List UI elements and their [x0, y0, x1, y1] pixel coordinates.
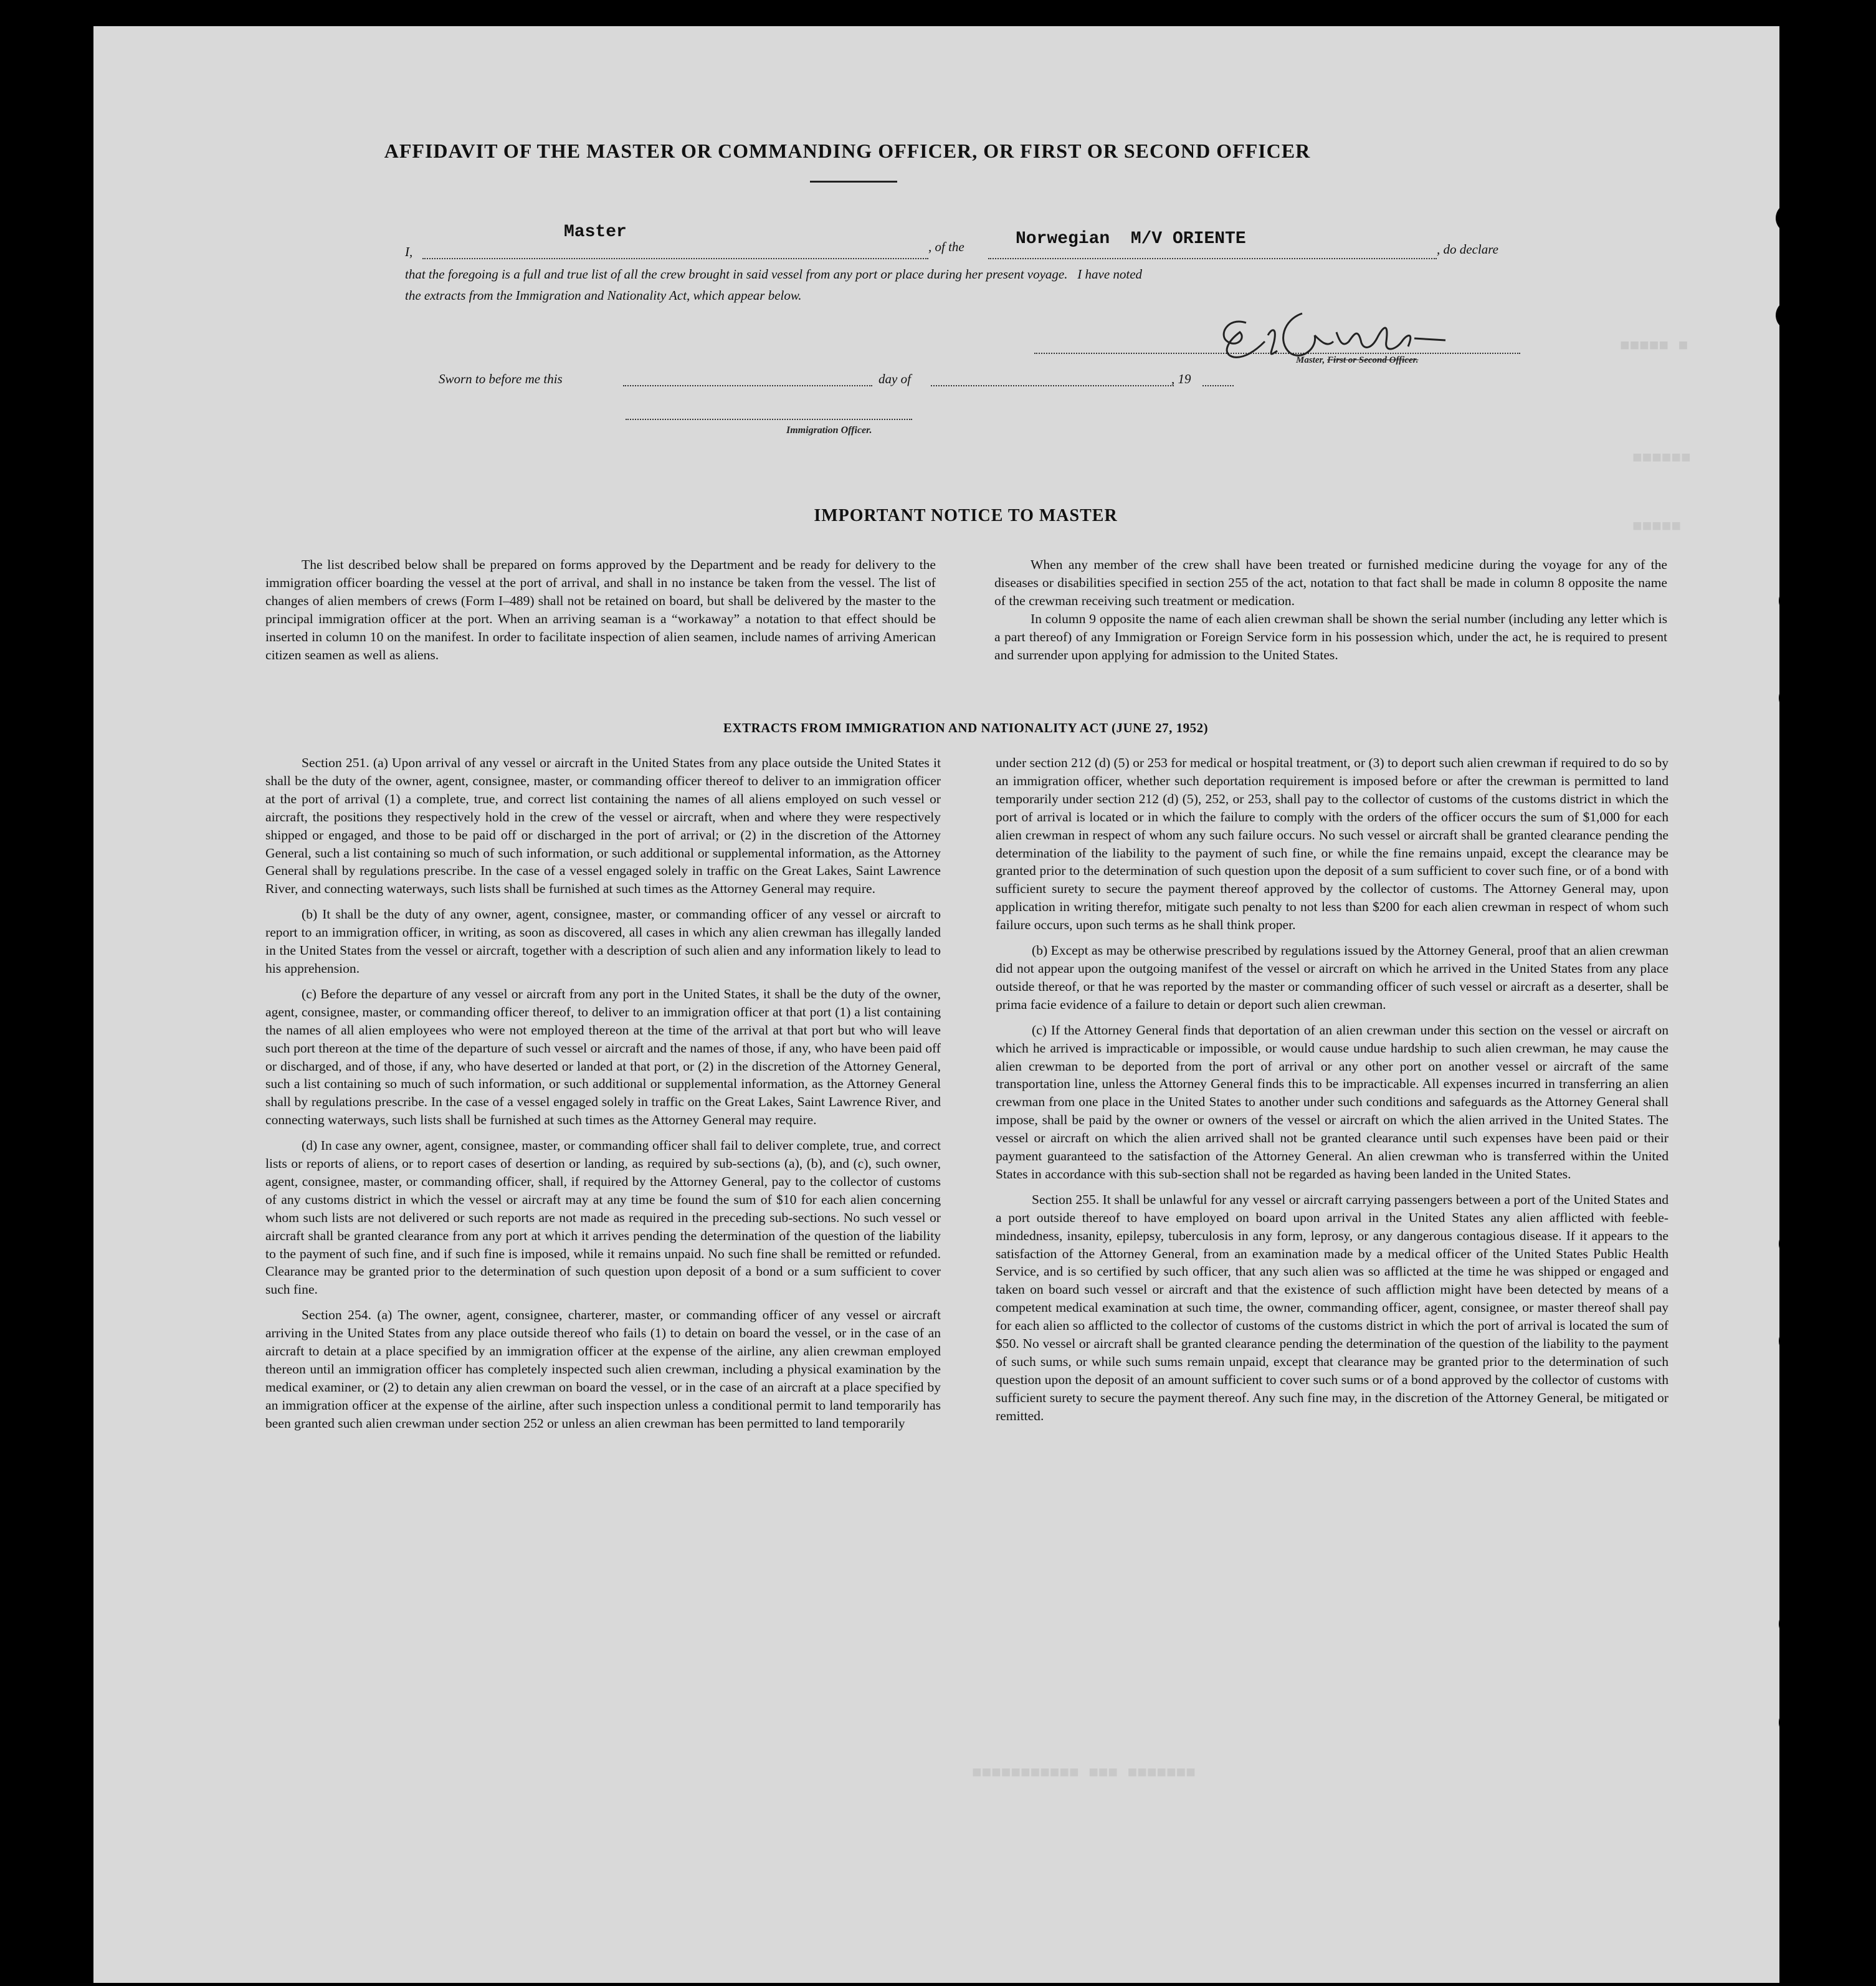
section-254c: (c) If the Attorney General finds that deportation of an alien crewman under this section on the vessel or aircraft on which he arrived is impracticable or impossible, or would cause undue hardship to such alien crewman, he may cause the alien crewman to be deported from the port of arrival or any other port on another vessel or aircraft of the same transportation line, unless the Attorney General finds this to be impracticable. All expenses incurred in transferring an alien crewman from one place in the United States to another under such conditions and safeguards as the Attorney General shall impose, shall be paid by the owner or owners of the vessel or aircraft on which the alien arrived in the United States. The vessel or aircraft on which the alien arrived shall not be granted clearance until such expenses have been paid or their payment guaranteed to the satisfaction of the Attorney General. An alien crewman who is transferred within the United States in accordance with this sub-section shall not be regarded as having been landed in the United States. — [996, 1022, 1669, 1182]
vessel-field-line — [988, 258, 1437, 259]
binder-hole — [1779, 1229, 1809, 1259]
section-251d: (d) In case any owner, agent, consignee, master, or commanding officer shall fail to deliver complete, true, and correct lists or reports of aliens, or to report cases of desertion or landing, as required by sub-sections (a), (b), and (c), such owner, agent, consignee, master, or commanding officer, shall, if required by the Attorney General, pay to the collector of customs of any customs district in which the vessel or aircraft may at any time be found the sum of $10 for each alien concerning whom such lists are not delivered or such reports are not made as required in the preceding sub-sections. No such vessel or aircraft shall be granted clearance from any port at which it arrives pending the determination of the question of the liability to the payment of such fine, and if such fine is imposed, while it remains unpaid. No such fine shall be remitted or refunded. Clearance may be granted prior to the determination of such question upon deposit of a bond or a sum sufficient to cover such fine. — [265, 1138, 941, 1297]
notice-right-paragraph-1: When any member of the crew shall have been treated or furnished medicine during the voyage for any of the diseases or disabilities specified in section 255 of the act, notation to that fact shall be made in column 8 opposite the name of the crewman receiving such treatment or medication. — [994, 557, 1667, 608]
affidavit-title: AFFIDAVIT OF THE MASTER OR COMMANDING OFFICER, OR FIRST OR SECOND OFFICER — [384, 140, 1311, 162]
section-254a: Section 254. (a) The owner, agent, consignee, charterer, master, or commanding officer of any vessel or aircraft arriving in the United States from any place outside thereof who fails (1) to detain on board the vessel, or in the case of an aircraft to detain at a place specified by an immigration officer at the expense of the airline, any alien crewman employed thereon until an immigration officer has completely inspected such alien crewman, including a physical examination by the medical examiner, or (2) to detain any alien crewman on board the vessel, or in the case of an aircraft at a place specified by an immigration officer at the expense of the airline, after such inspection unless a conditional permit to land temporarily has been granted such alien crewman under section 252 or unless an alien crewman has been permitted to land temporarily — [265, 1307, 941, 1431]
section-254b: (b) Except as may be otherwise prescribed by regulations issued by the Attorney General, proof that an alien crewman did not appear upon the outgoing manifest of the vessel or aircraft on which he arrived in the United States from any place outside thereof, or that he was reported by the master or commanding officer of such vessel or aircraft as a deserter, shall be prima facie evidence of a failure to detain or deport such alien crewman. — [996, 943, 1669, 1012]
binder-hole — [1779, 1326, 1809, 1356]
sworn-month-line — [931, 385, 1174, 386]
immigration-officer-line — [626, 419, 912, 420]
section-251a: Section 251. (a) Upon arrival of any vessel or aircraft in the United States from any place outside the United States it shall be the duty of the owner, agent, consignee, master, or commanding officer thereof to deliver to an immigration officer at the port of arrival (1) a complete, true, and correct list containing the names of all aliens employed on such vessel or aircraft, the positions they respectively hold in the crew of the vessel or aircraft, when and where they were respectively shipped or engaged, and those to be paid off or discharged in the port of arrival; or (2) in the discretion of the Attorney General, such a list containing so much of such information, or such additional or supplemental information, as the Attorney General shall by regulations prescribe. In the case of a vessel engaged solely in traffic on the Great Lakes, Saint Lawrence River, and connecting waterways, such lists shall be furnished at such times as the Attorney General may require. — [265, 755, 941, 897]
day-of-label: day of — [878, 371, 911, 386]
of-the-label: , of the — [928, 239, 964, 254]
sworn-day-line — [623, 385, 872, 386]
section-255: Section 255. It shall be unlawful for any vessel or aircraft carrying passengers between a port of the United States and a port outside thereof to have employed on board upon arrival in the United States any alien afflicted with feeble-mindedness, insanity, epilepsy, tuberculosis in any form, leprosy, or any dangerous contagious disease. If it appears to the satisfaction of the Attorney General, from an examination made by a medical officer of the United States Public Health Service, and is so certified by such officer, that any such alien was so afflicted at the time he was shipped or engaged and taken on board such vessel or aircraft and that the existence of such affliction might have been detected by means of a competent medical examination at such time, the owner, commanding officer, agent, consignee, or master thereof shall pay for each alien so afflicted to the collector of customs of the customs district in which the port of arrival is located the sum of $50. No vessel or aircraft shall be granted clearance pending the determination of the question of the liability to the payment of such sums, or while such sums remain unpaid, except that clearance may be granted prior to the determination of such question upon the deposit of an amount sufficient to cover such sums or of a bond approved by the collector of customs with sufficient surety to secure the payment thereof. Any such fine may, in the discretion of the Attorney General, be mitigated or remitted. — [996, 1191, 1669, 1423]
bleed-through-mark: ■ ■■■■■ — [1620, 337, 1688, 355]
notice-left-column — [265, 556, 936, 664]
struck-officer-label: First or Second Officer. — [1327, 355, 1419, 365]
section-251b: (b) It shall be the duty of any owner, agent, consignee, master, or commanding officer of any vessel or aircraft to report to an immigration officer, in writing, as soon as discovered, all cases in which any alien crewman has illegally landed in the United States from the vessel or aircraft, together with a description of such alien and any information likely to lead to his apprehension. — [265, 907, 941, 976]
notice-right-column — [994, 556, 1667, 664]
i-label: I, — [405, 244, 413, 259]
name-field-line — [422, 258, 928, 259]
statement-line-2: the extracts from the Immigration and Nationality Act, which appear below. — [405, 288, 802, 303]
notice-right-paragraph-2: In column 9 opposite the name of each alien crewman shall be shown the serial number (including any letter which is a part thereof) of any Immigration or Foreign Service form in his possession which, under the act, he is required to present and surrender upon applying for admission to the United States. — [994, 611, 1667, 662]
master-label: Master, — [1296, 355, 1325, 365]
bleed-through-mark: ■■■■■■ — [1632, 449, 1691, 467]
binder-hole — [1779, 1609, 1809, 1639]
binder-hole — [1779, 1707, 1809, 1737]
sworn-year-line — [1202, 385, 1234, 386]
binder-hole — [1776, 203, 1806, 233]
vessel-name-value: Norwegian M/V ORIENTE — [1016, 229, 1246, 249]
binder-hole — [1779, 683, 1809, 713]
master-title-label — [1296, 355, 1418, 366]
notice-title: IMPORTANT NOTICE TO MASTER — [814, 506, 1118, 525]
extracts-title: EXTRACTS FROM IMMIGRATION AND NATIONALITY ACT (JUNE 27, 1952) — [723, 720, 1209, 735]
extracts-left-column — [265, 754, 941, 1433]
bleed-through-mark: ■■■■■■■ ■■■ ■■■■■■■■■■■ — [972, 1764, 1196, 1782]
bleed-through-mark: ■■■■■ — [1632, 517, 1682, 536]
master-name-value: Master — [564, 222, 627, 242]
year-label: , 19 — [1171, 371, 1191, 386]
notice-left-paragraph: The list described below shall be prepared on forms approved by the Department and be ready for delivery to the immigration officer boarding the vessel at the port of arrival, and shall in no instance be taken from the vessel. The list of changes of alien members of crews (Form I–489) shall not be retained on board, but shall be delivered by the master to the principal immigration officer at the port. When an arriving seaman is a “workaway” a notation to that effect should be inserted in column 10 on the manifest. In order to facilitate inspection of alien seamen, include names of arriving American citizen seamen as well as aliens. — [265, 557, 936, 662]
section-254a-continued: under section 212 (d) (5) or 253 for medical or hospital treatment, or (3) to deport such alien crewman if required to do so by an immigration officer, whether such deportation requirement is imposed before or after the crewman is permitted to land temporarily under section 212 (d) (5), 252, or 253, shall pay to the collector of customs of the customs district in which the port of arrival is located or in which the failure to comply with the orders of the officer occurs the sum of $1,000 for each alien crewman in respect of whom any such failure occurs. No such vessel or aircraft shall be granted clearance pending the determination of the liability to the payment of such fine, or while the fine remains unpaid, except the clearance may be granted prior to the determination of such question upon the deposit of a sum sufficient to cover such fine, or of a bond with sufficient surety to secure the payment thereof approved by the collector of customs. The Attorney General may, upon application in writing therefor, mitigate such penalty to not less than $200 for each alien crewman in respect of whom such failure occurs, upon such terms as he shall think proper. — [996, 755, 1669, 933]
binder-hole — [1779, 586, 1809, 616]
section-251c: (c) Before the departure of any vessel or aircraft from any port in the United States, it shall be the duty of the owner, agent, consignee, master, or commanding officer thereof, to deliver to an immigration officer at that port (1) a list containing the names of all alien employees who were not employed thereon at the time of the arrival at that port but who will leave such port thereon at the time of the departure of such vessel or aircraft and the names of those, if any, who have been paid off or discharged, and of those, if any, who have deserted or landed at that port, or (2) in the discretion of the Attorney General, such a list containing so much of such information, or such additional or supplemental information, as the Attorney General shall by regulations prescribe. In the case of a vessel engaged solely in traffic on the Great Lakes, Saint Lawrence River, and connecting waterways, such lists shall be furnished at such times as the Attorney General may require. — [265, 986, 941, 1128]
do-declare-label: , do declare — [1437, 242, 1498, 257]
binder-hole — [1776, 300, 1806, 330]
statement-line-1: that the foregoing is a full and true list of all the crew brought in said vessel from any port or place during her present voyage. I have noted — [405, 267, 1143, 282]
extracts-right-column — [996, 754, 1669, 1425]
title-rule — [810, 181, 897, 183]
sworn-label: Sworn to before me this — [439, 371, 563, 386]
immigration-officer-label: Immigration Officer. — [786, 425, 872, 436]
